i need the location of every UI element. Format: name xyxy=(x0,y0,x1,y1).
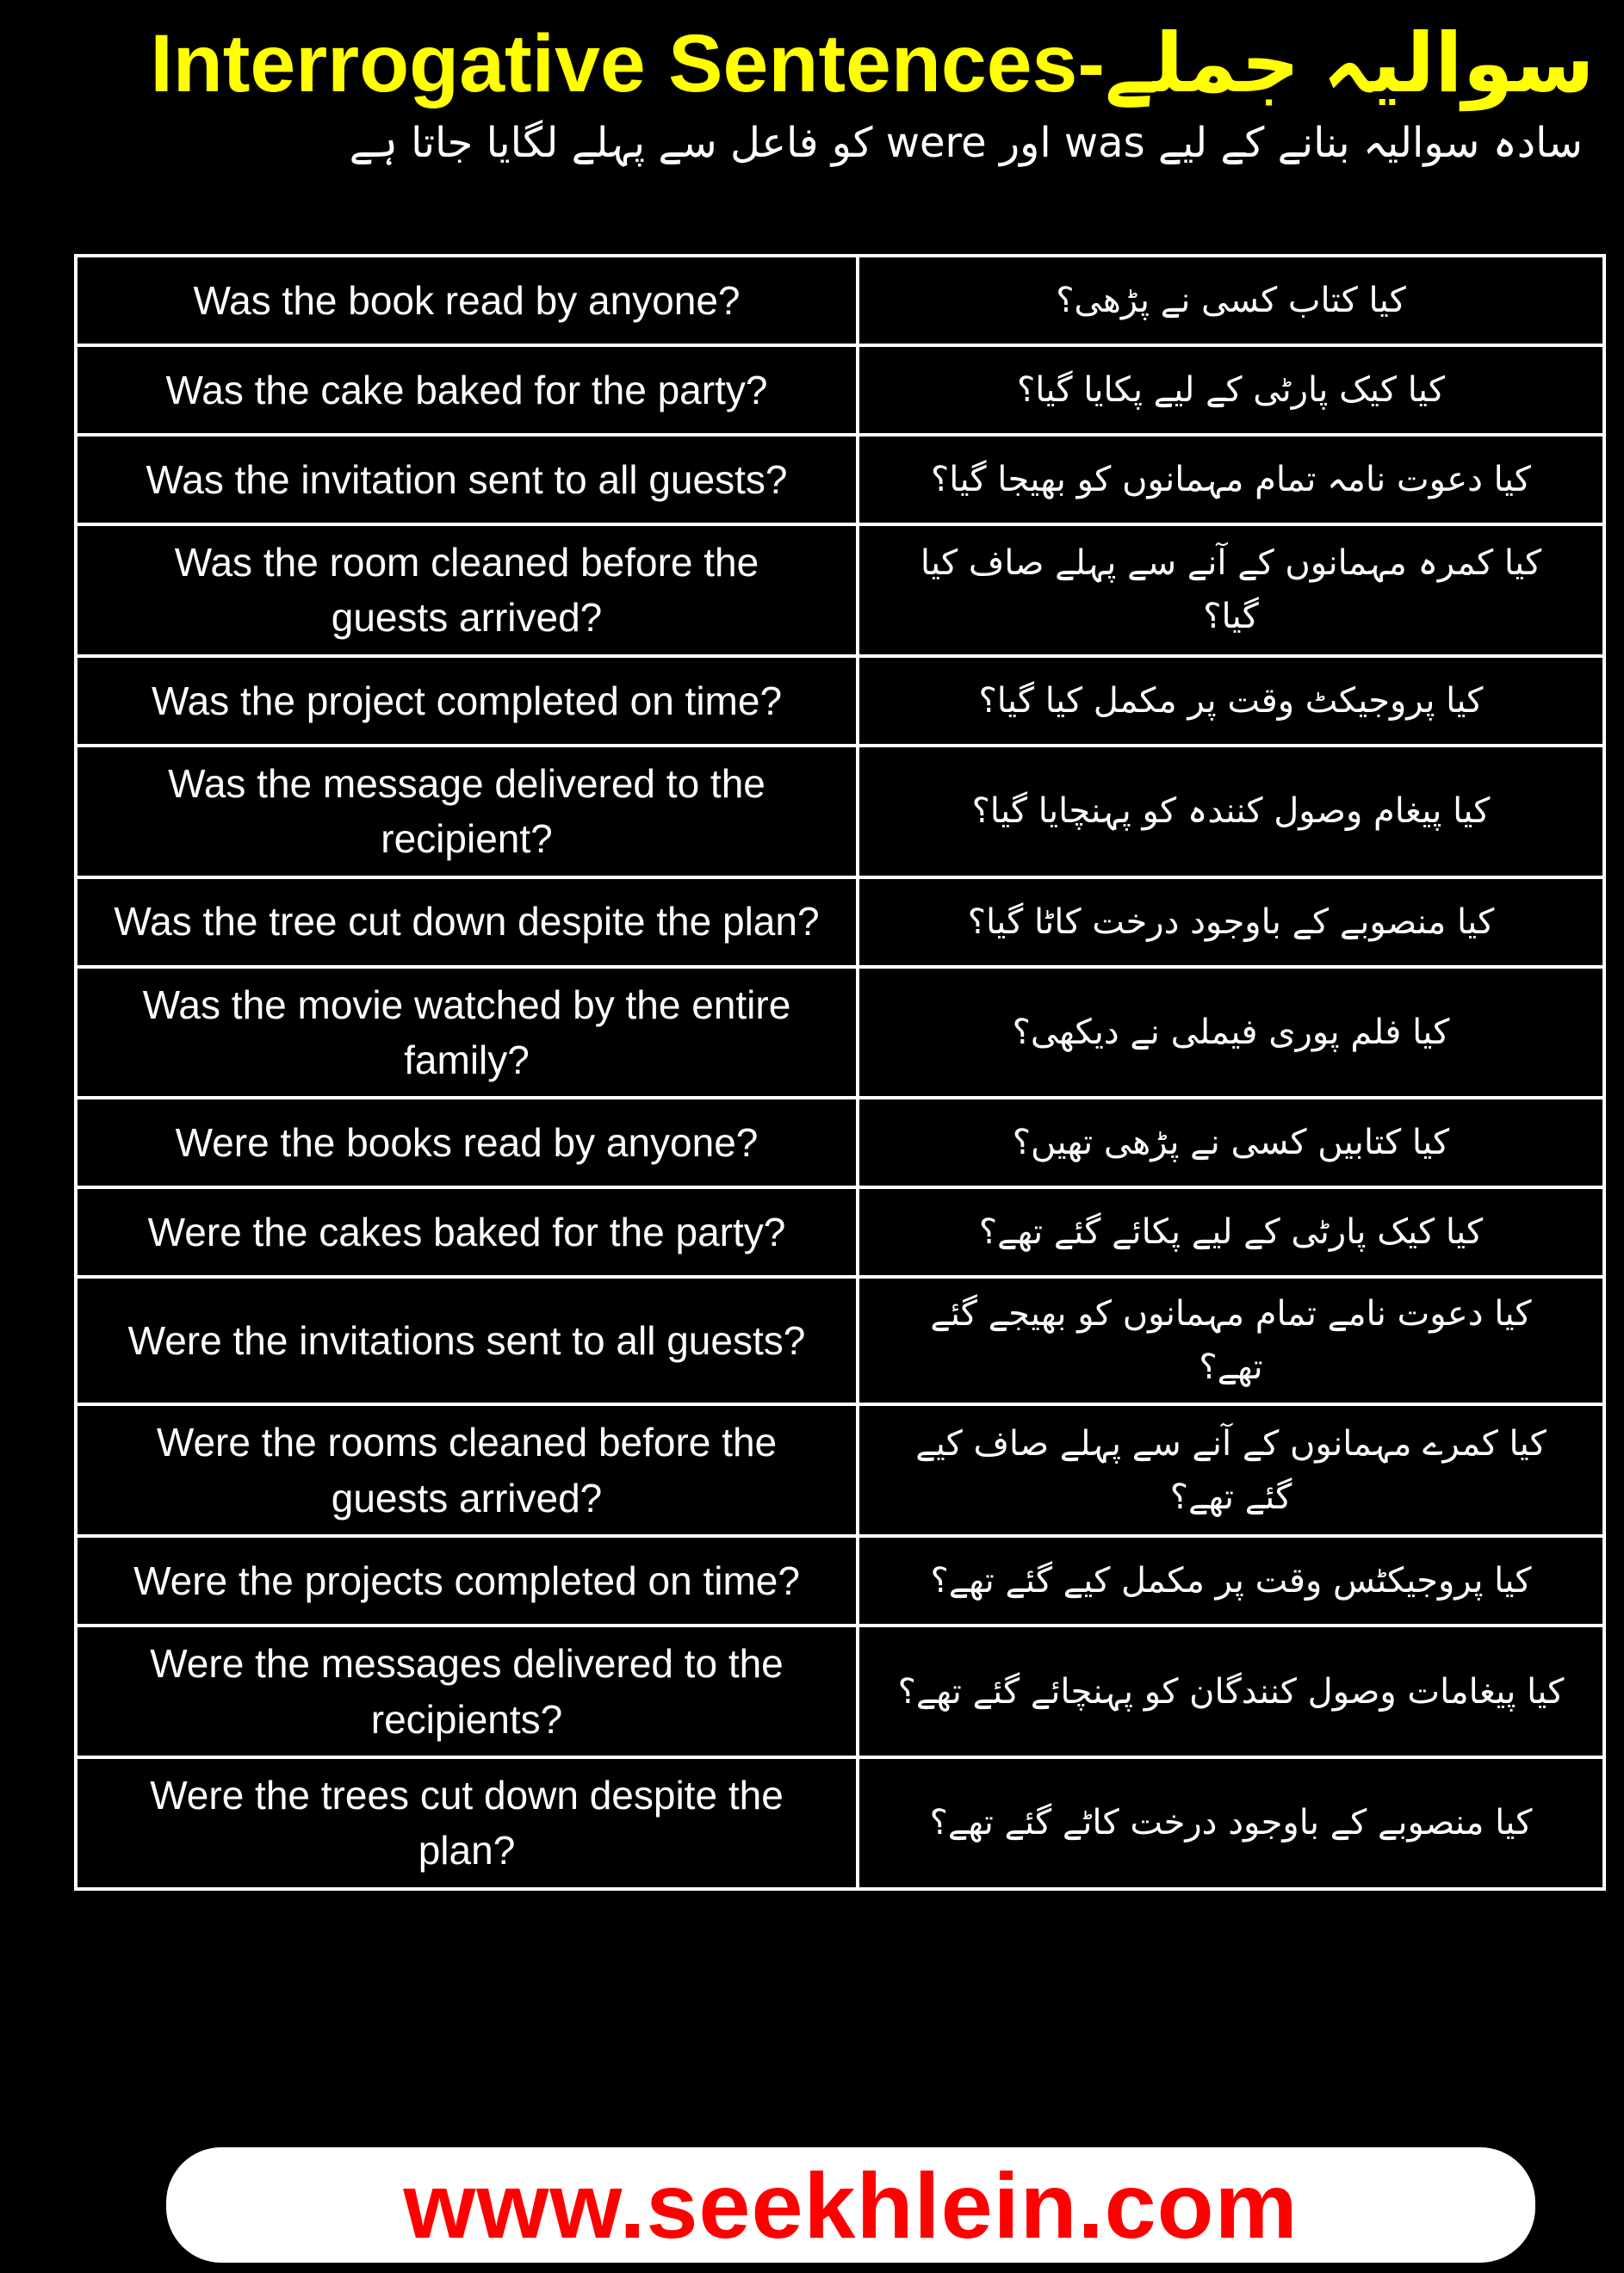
urdu-translation: کیا منصوبے کے باوجود درخت کاٹے گئے تھے؟ xyxy=(929,1803,1533,1843)
subtitle: سادہ سوالیہ بنانے کے لیے was اور were کو فاعل سے پہلے لگایا جاتا ہے xyxy=(349,118,1583,167)
english-sentence: Was the cake baked for the party? xyxy=(77,347,859,433)
english-sentence: Was the movie watched by the entire family? xyxy=(77,969,859,1097)
urdu-translation: کیا کیک پارٹی کے لیے پکائے گئے تھے؟ xyxy=(978,1212,1484,1253)
table-row xyxy=(77,344,1602,433)
urdu-translation: کیا کمرہ مہمانوں کے آنے سے پہلے صاف کیا گیا؟ xyxy=(920,543,1542,637)
urdu-translation: کیا منصوبے کے باوجود درخت کاٹا گیا؟ xyxy=(967,901,1495,942)
table-row xyxy=(77,654,1602,744)
table-row xyxy=(77,1756,1602,1887)
header xyxy=(0,0,1624,170)
urdu-translation: کیا کتابیں کسی نے پڑھی تھیں؟ xyxy=(1012,1123,1450,1163)
urdu-translation: کیا پیغام وصول کنندہ کو پہنچایا گیا؟ xyxy=(971,791,1491,832)
english-sentence: Was the book read by anyone? xyxy=(77,257,859,344)
table-row xyxy=(77,744,1602,876)
english-sentence: Were the trees cut down despite the plan? xyxy=(77,1759,859,1887)
urdu-translation: کیا کمرے مہمانوں کے آنے سے پہلے صاف کیے گئے تھے؟ xyxy=(915,1423,1547,1517)
english-sentence: Were the books read by anyone? xyxy=(77,1099,859,1186)
table-row xyxy=(77,1275,1602,1403)
english-sentence: Was the message delivered to the recipient? xyxy=(77,747,859,876)
table-row xyxy=(77,1096,1602,1186)
english-sentence: Was the project completed on time? xyxy=(77,658,859,744)
table-row xyxy=(77,1186,1602,1275)
table-row xyxy=(77,965,1602,1097)
english-sentence: Were the cakes baked for the party? xyxy=(77,1189,859,1275)
english-sentence: Were the projects completed on time? xyxy=(77,1538,859,1624)
table-row xyxy=(77,1403,1602,1534)
urdu-translation: کیا کیک پارٹی کے لیے پکایا گیا؟ xyxy=(1016,370,1446,410)
sentences-table xyxy=(74,254,1606,1891)
urdu-translation: کیا دعوت نامے تمام مہمانوں کو بھیجے گئے تھے؟ xyxy=(930,1294,1532,1388)
english-sentence: Was the invitation sent to all guests? xyxy=(77,437,859,523)
english-sentence: Was the room cleaned before the guests arrived? xyxy=(77,526,859,654)
table-row xyxy=(77,257,1602,344)
urdu-translation: کیا پروجیکٹس وقت پر مکمل کیے گئے تھے؟ xyxy=(930,1561,1532,1601)
english-sentence: Were the rooms cleaned before the guests arrived? xyxy=(77,1406,859,1534)
table-row xyxy=(77,433,1602,523)
urdu-translation: کیا پیغامات وصول کنندگان کو پہنچائے گئے تھے؟ xyxy=(897,1671,1565,1712)
urdu-translation: کیا دعوت نامہ تمام مہمانوں کو بھیجا گیا؟ xyxy=(931,460,1531,499)
english-sentence: Were the invitations sent to all guests? xyxy=(77,1279,859,1403)
table-row xyxy=(77,1624,1602,1756)
page-title: Interrogative Sentences-سوالیہ جملے xyxy=(150,18,1595,109)
table-row xyxy=(77,523,1602,654)
urdu-translation: کیا کتاب کسی نے پڑھی؟ xyxy=(1056,281,1406,320)
table-row xyxy=(77,876,1602,965)
english-sentence: Were the messages delivered to the recipients? xyxy=(77,1627,859,1756)
urdu-translation: کیا پروجیکٹ وقت پر مکمل کیا گیا؟ xyxy=(978,680,1484,721)
english-sentence: Was the tree cut down despite the plan? xyxy=(77,879,859,965)
footer-pill xyxy=(166,2147,1535,2263)
urdu-translation: کیا فلم پوری فیملی نے دیکھی؟ xyxy=(1012,1012,1450,1052)
website-url: www.seekhlein.com xyxy=(403,2152,1299,2258)
table-row xyxy=(77,1534,1602,1624)
